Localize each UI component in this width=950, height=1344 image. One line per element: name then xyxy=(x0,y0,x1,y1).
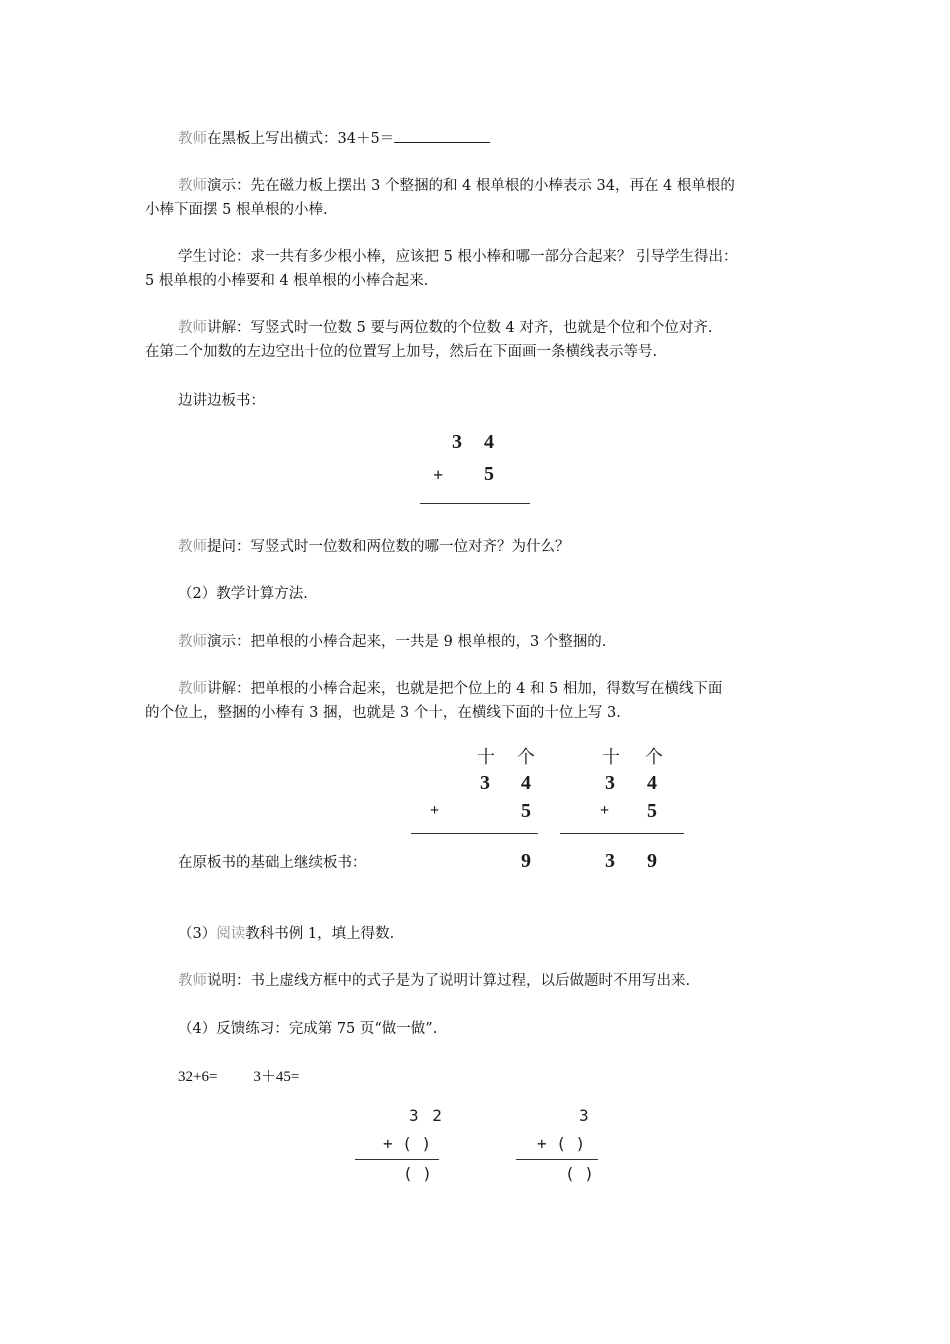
teacher-label: 教师 xyxy=(178,131,207,147)
calc-tens-digit: 3 xyxy=(452,431,462,453)
teacher-label: 教师 xyxy=(178,178,207,194)
calc-result-ones: 9 xyxy=(647,850,657,872)
calc-result-tens: 3 xyxy=(605,850,615,872)
paragraph-teacher-explain-2 xyxy=(178,678,858,701)
section-number: （3） xyxy=(178,926,217,942)
read-label: 阅读 xyxy=(216,926,246,942)
calc-result: 9 xyxy=(521,850,531,872)
paragraph-teacher-note xyxy=(178,970,858,993)
calc-addend-blank: + ( ) xyxy=(537,1134,586,1153)
paragraph-section-3 xyxy=(178,923,858,946)
plus-sign: + xyxy=(430,802,440,819)
equals-line xyxy=(411,833,538,834)
paragraph-text: 提问：写竖式时一位数和两位数的哪一位对齐？为什么？ xyxy=(207,539,570,555)
plus-sign: + xyxy=(433,465,444,485)
equals-line xyxy=(355,1159,439,1160)
paragraph-text: 讲解：把单根的小棒合起来，也就是把个位上的 4 和 5 相加，得数写在横线下面 xyxy=(207,681,723,697)
calc-tens-digit: 3 xyxy=(605,772,615,794)
calc-ones-digit: 4 xyxy=(521,772,531,794)
answer-blank xyxy=(394,128,490,143)
paragraph-text: 在第二个加数的左边空出十位的位置写上加号，然后在下面画一条横线表示等号. xyxy=(145,344,658,360)
teacher-label: 教师 xyxy=(178,539,207,555)
paragraph-teacher-question xyxy=(178,536,858,559)
equals-line xyxy=(560,833,684,834)
paragraph-text: 说明：书上虚线方框中的式子是为了说明计算过程，以后做题时不用写出来. xyxy=(207,973,691,989)
paragraph-teacher-demo-2 xyxy=(178,631,858,654)
calc-addend: 5 xyxy=(521,800,531,822)
equals-line xyxy=(516,1159,598,1160)
paragraph-board-writing xyxy=(178,390,858,413)
teacher-label: 教师 xyxy=(178,634,207,650)
practice-equation-2: 3＋45= xyxy=(253,1069,300,1085)
paragraph-text: 学生讨论：求一共有多少根小棒，应该把 5 根小棒和哪一部分合起来？ 引导学生得出： xyxy=(178,249,738,265)
plus-sign: + xyxy=(600,802,610,819)
paragraph-text: 教科书例 1，填上得数. xyxy=(245,926,395,942)
paragraph-line xyxy=(145,341,825,364)
practice-equations xyxy=(178,1066,858,1089)
paragraph-continue-board xyxy=(178,852,858,875)
paragraph-line xyxy=(145,702,825,725)
paragraph-text: 在黑板上写出横式：34＋5＝ xyxy=(207,131,395,147)
paragraph-student-discussion xyxy=(178,246,858,269)
paragraph-blackboard-equation xyxy=(178,128,858,151)
paragraph-text: 讲解：写竖式时一位数 5 要与两位数的个位数 4 对齐，也就是个位和个位对齐. xyxy=(207,320,713,336)
calc-ones-digit: 4 xyxy=(647,772,657,794)
paragraph-text: （2）教学计算方法. xyxy=(178,586,308,602)
tens-place-header: 十 xyxy=(477,747,495,768)
calc-result-blank: ( ) xyxy=(403,1164,432,1183)
paragraph-line xyxy=(145,270,825,293)
paragraph-section-2 xyxy=(178,583,858,606)
paragraph-text: 演示：把单根的小棒合起来，一共是 9 根单根的，3 个整捆的. xyxy=(207,634,607,650)
calc-tens-digit: 3 xyxy=(480,772,490,794)
paragraph-text: 演示：先在磁力板上摆出 3 个整捆的和 4 根单根的小棒表示 34，再在 4 根单根的 xyxy=(207,178,735,194)
calc-result-blank: ( ) xyxy=(565,1164,594,1183)
ones-place-header: 个 xyxy=(645,747,663,768)
paragraph-text: （4）反馈练习：完成第 75 页“做一做”. xyxy=(178,1021,438,1037)
calc-ones-digit: 4 xyxy=(484,431,494,453)
calc-addend-blank: + ( ) xyxy=(383,1134,432,1153)
calc-addend: 5 xyxy=(484,463,494,485)
tens-place-header: 十 xyxy=(602,747,620,768)
calc-addend: 5 xyxy=(647,800,657,822)
paragraph-teacher-explain xyxy=(178,317,858,340)
paragraph-line xyxy=(145,199,825,222)
calc-top-number: 3 2 xyxy=(409,1106,444,1125)
practice-equation-1: 32+6= xyxy=(178,1069,218,1085)
paragraph-text: 在原板书的基础上继续板书： xyxy=(178,855,367,871)
paragraph-text: 5 根单根的小棒要和 4 根单根的小棒合起来. xyxy=(145,273,429,289)
paragraph-text: 小棒下面摆 5 根单根的小棒. xyxy=(145,202,328,218)
paragraph-text: 边讲边板书： xyxy=(178,393,265,409)
teacher-label: 教师 xyxy=(178,973,207,989)
teacher-label: 教师 xyxy=(178,320,207,336)
calc-top-number: 3 xyxy=(579,1106,589,1125)
equals-line xyxy=(420,503,530,504)
teacher-label: 教师 xyxy=(178,681,207,697)
ones-place-header: 个 xyxy=(517,747,535,768)
paragraph-section-4 xyxy=(178,1018,858,1041)
paragraph-teacher-demo xyxy=(178,175,858,198)
paragraph-text: 的个位上，整捆的小棒有 3 捆，也就是 3 个十，在横线下面的十位上写 3. xyxy=(145,705,621,721)
